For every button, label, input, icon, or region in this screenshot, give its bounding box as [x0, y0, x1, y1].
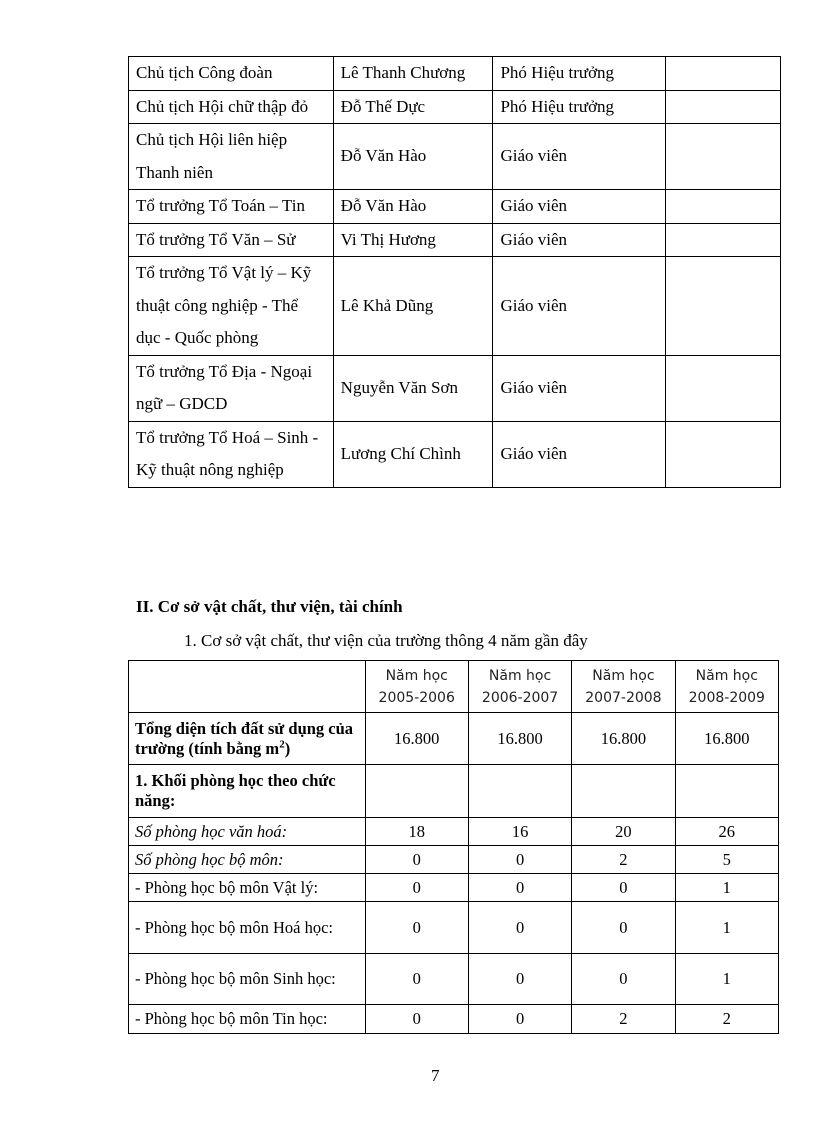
year-header	[468, 661, 571, 713]
note-cell	[666, 190, 781, 224]
row-label: - Phòng học bộ môn Vật lý:	[129, 874, 366, 902]
page-number: 7	[431, 1066, 440, 1085]
value-cell: 0	[468, 874, 571, 902]
value-cell: 0	[365, 902, 468, 954]
role-cell: Tổ trưởng Tổ Văn – Sử	[129, 223, 334, 257]
year-label: Năm học	[488, 667, 552, 684]
row-label: Số phòng học bộ môn:	[129, 846, 366, 874]
value-cell: 2	[572, 1005, 675, 1034]
value-cell: 16.800	[365, 713, 468, 765]
unit-superscript: 2	[279, 738, 285, 750]
value-cell: 0	[572, 902, 675, 954]
row-label: - Phòng học bộ môn Hoá học:	[129, 902, 366, 954]
table-row	[129, 355, 781, 421]
table-row	[129, 421, 781, 487]
role-cell: Tổ trưởng Tổ Vật lý – Kỹ thuật công nghiệp - Thể dục - Quốc phòng	[129, 257, 334, 356]
value-cell: 0	[468, 846, 571, 874]
empty-cell	[468, 765, 571, 818]
table-row	[129, 90, 781, 124]
row-label: - Phòng học bộ môn Sinh học:	[129, 954, 366, 1005]
year-range: 2005-2006	[378, 689, 455, 706]
note-cell	[666, 355, 781, 421]
table-row	[129, 846, 779, 874]
value-cell: 16	[468, 818, 571, 846]
total-area-label	[129, 713, 366, 765]
total-area-close: )	[284, 738, 291, 758]
note-cell	[666, 257, 781, 356]
value-cell: 5	[675, 846, 778, 874]
role-cell: Tổ trưởng Tổ Địa - Ngoại ngữ – GDCD	[129, 355, 334, 421]
position-cell: Giáo viên	[493, 355, 666, 421]
note-cell	[666, 124, 781, 190]
name-cell: Vi Thị Hương	[333, 223, 493, 257]
year-header	[572, 661, 675, 713]
table-row	[129, 765, 779, 818]
year-label: Năm học	[385, 667, 448, 684]
value-cell: 0	[468, 954, 571, 1005]
value-cell: 2	[675, 1005, 778, 1034]
empty-header-cell	[129, 661, 366, 713]
role-cell: Chủ tịch Hội chữ thập đỏ	[129, 90, 334, 124]
row-label: Số phòng học văn hoá:	[129, 818, 366, 846]
year-label: Năm học	[695, 667, 758, 684]
value-cell: 1	[675, 954, 778, 1005]
staff-table	[128, 56, 781, 488]
value-cell: 1	[675, 874, 778, 902]
role-cell: Tổ trưởng Tổ Hoá – Sinh - Kỹ thuật nông nghiệp	[129, 421, 334, 487]
position-cell: Giáo viên	[493, 124, 666, 190]
value-cell: 16.800	[675, 713, 778, 765]
value-cell: 0	[468, 902, 571, 954]
name-cell: Đỗ Thế Dực	[333, 90, 493, 124]
group-heading: 1. Khối phòng học theo chức năng:	[129, 765, 366, 818]
value-cell: 18	[365, 818, 468, 846]
name-cell: Đỗ Văn Hào	[333, 190, 493, 224]
empty-cell	[365, 765, 468, 818]
name-cell: Lê Thanh Chương	[333, 57, 493, 91]
table-row	[129, 124, 781, 190]
name-cell: Lương Chí Chình	[333, 421, 493, 487]
year-header	[675, 661, 778, 713]
position-cell: Phó Hiệu trưởng	[493, 57, 666, 91]
table-row	[129, 818, 779, 846]
section-heading: II. Cơ sở vật chất, thư viện, tài chính	[136, 597, 403, 616]
row-label: - Phòng học bộ môn Tin học:	[129, 1005, 366, 1034]
value-cell: 26	[675, 818, 778, 846]
value-cell: 0	[365, 874, 468, 902]
table-row	[129, 190, 781, 224]
name-cell: Nguyễn Văn Sơn	[333, 355, 493, 421]
value-cell: 0	[365, 846, 468, 874]
empty-cell	[572, 765, 675, 818]
role-cell: Chủ tịch Công đoàn	[129, 57, 334, 91]
note-cell	[666, 90, 781, 124]
role-cell: Tổ trưởng Tổ Toán – Tin	[129, 190, 334, 224]
table-row	[129, 57, 781, 91]
note-cell	[666, 57, 781, 91]
table-row	[129, 874, 779, 902]
value-cell: 2	[572, 846, 675, 874]
position-cell: Giáo viên	[493, 421, 666, 487]
value-cell: 16.800	[572, 713, 675, 765]
table-row	[129, 1005, 779, 1034]
note-cell	[666, 223, 781, 257]
sub-heading: 1. Cơ sở vật chất, thư viện của trường thông 4 năm gần đây	[184, 631, 588, 650]
year-range: 2006-2007	[481, 689, 559, 706]
empty-cell	[675, 765, 778, 818]
value-cell: 0	[572, 874, 675, 902]
header-row	[129, 661, 779, 713]
value-cell: 1	[675, 902, 778, 954]
year-label: Năm học	[592, 667, 655, 684]
value-cell: 0	[365, 954, 468, 1005]
note-cell	[666, 421, 781, 487]
position-cell: Giáo viên	[493, 223, 666, 257]
year-range: 2007-2008	[585, 689, 662, 706]
table-row	[129, 223, 781, 257]
role-cell: Chủ tịch Hội liên hiệp Thanh niên	[129, 124, 334, 190]
value-cell: 0	[572, 954, 675, 1005]
position-cell: Giáo viên	[493, 257, 666, 356]
value-cell: 20	[572, 818, 675, 846]
position-cell: Giáo viên	[493, 190, 666, 224]
position-cell: Phó Hiệu trưởng	[493, 90, 666, 124]
table-row	[129, 954, 779, 1005]
table-row	[129, 257, 781, 356]
table-row	[129, 713, 779, 765]
total-area-text: Tổng diện tích đất sử dụng của trường (tính bằng m	[135, 718, 354, 758]
year-range: 2008-2009	[688, 689, 765, 706]
table-row	[129, 902, 779, 954]
year-header	[365, 661, 468, 713]
name-cell: Đỗ Văn Hào	[333, 124, 493, 190]
value-cell: 0	[365, 1005, 468, 1034]
name-cell: Lê Khả Dũng	[333, 257, 493, 356]
facilities-table	[128, 660, 779, 1034]
value-cell: 16.800	[468, 713, 571, 765]
value-cell: 0	[468, 1005, 571, 1034]
